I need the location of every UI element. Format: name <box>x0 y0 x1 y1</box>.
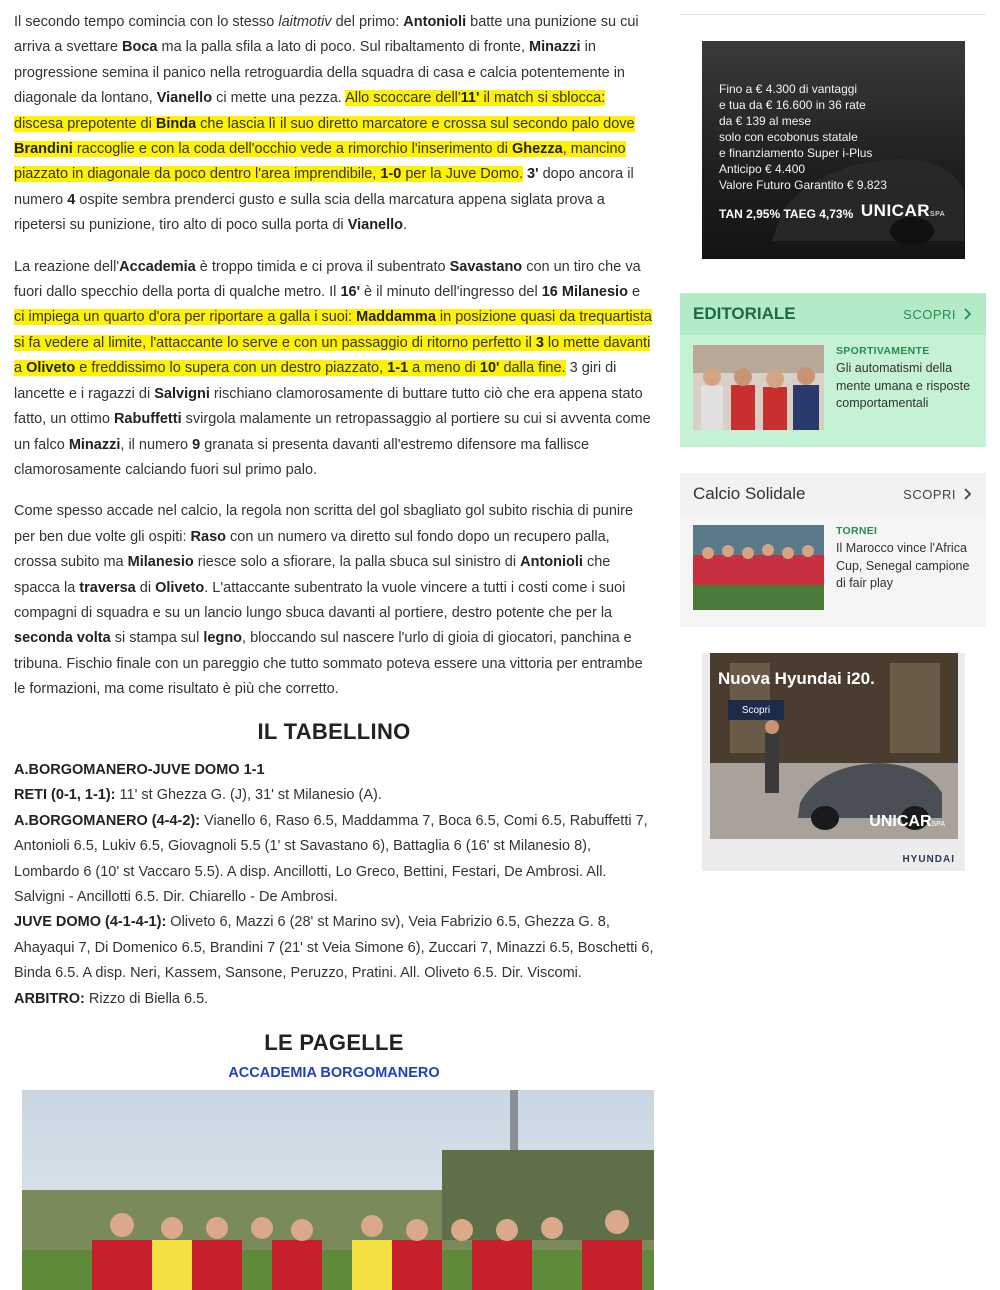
ad1-line: e tua da € 16.600 in 36 rate <box>719 98 866 112</box>
text-run: Oliveto <box>155 579 205 596</box>
text-run: per la Juve Domo. <box>401 166 523 183</box>
away-lineup: Oliveto 6, Mazzi 6 (28' st Marino sv), Veia Fabrizio 6.5, Ghezza G. 8, Ahayaqui 7, Di Domenico 6.5, Brandini 7 (21' st Veia Simone 6), Zuccari 7, Minazzi 6.5, Boschetti 6, Binda 6.5. A disp. Neri, Kassem, Sansone, Peruzzo, Pratini. All. Oliveto 6.5. Dir. Viscomi. <box>14 914 654 982</box>
ad1-offer-lines <box>719 81 887 193</box>
ad1-line: solo con ecobonus statale <box>719 130 858 144</box>
team-photo-image <box>22 1090 654 1290</box>
match-result: A.BORGOMANERO-JUVE DOMO 1-1 <box>14 761 265 778</box>
text-run: svirgola malamente un retropassaggio al portiere su cui si avventa come un falco <box>14 411 651 453</box>
article-paragraph-2 <box>14 255 654 484</box>
unicar-logo <box>861 201 945 221</box>
text-run: Brandini <box>14 141 73 158</box>
unicar-logo-text: UNICAR <box>860 201 930 220</box>
text-run: Salvigni <box>154 385 210 402</box>
text-run: in progressione semina il panico nella retroguardia della squadra di casa e calcia potentemente in diagonale da lontano, <box>14 39 625 107</box>
ad1-line: e finanziamento Super i-Plus <box>719 146 873 160</box>
text-run: Ghezza <box>511 141 563 158</box>
text-run: Rabuffetti <box>113 411 182 428</box>
editoriale-text <box>836 345 974 437</box>
ad1-line: Valore Futuro Garantito € 9.823 <box>719 178 887 192</box>
text-run: ci mette una pezza. <box>212 90 346 107</box>
text-run: Maddamma <box>356 309 436 326</box>
text-run: Minazzi <box>529 39 581 56</box>
calcio-solidale-text <box>836 525 974 617</box>
text-run: che lascia lì il suo diretto marcatore e crossa sul secondo palo dove <box>196 115 635 132</box>
text-run: dopo ancora il numero <box>14 166 634 208</box>
calcio-solidale-box <box>680 473 986 627</box>
chevron-right-icon <box>964 308 972 320</box>
text-run: batte una punizione su cui arriva a svettare <box>14 14 639 56</box>
text-run: legno <box>203 630 243 647</box>
text-run: Antonioli <box>403 14 467 30</box>
text-run: il match si sblocca: discesa prepotente di <box>14 90 606 132</box>
text-run: , mancino piazzato in diagonale da poco dentro l'area imprendibile, <box>14 141 626 183</box>
ad2-title: Nuova Hyundai i20. <box>718 669 875 688</box>
tabellino-title: IL TABELLINO <box>257 718 411 744</box>
text-run: Il secondo tempo comincia con lo stesso <box>14 14 279 30</box>
away-lineup-label: JUVE DOMO (4-1-4-1): <box>14 914 167 931</box>
calcio-solidale-article-card[interactable] <box>680 515 986 627</box>
text-run: traversa <box>79 579 136 596</box>
unicar-logo-suffix: SPA <box>931 821 945 828</box>
text-run: di <box>135 579 156 596</box>
text-run: 10' <box>479 360 500 377</box>
kids-watching-image <box>693 345 824 430</box>
text-run: Savastano <box>449 258 523 275</box>
text-run: raccoglie e con la coda dell'occhio vede a rimorchio l'inserimento di <box>72 141 512 158</box>
text-run: , bloccando sul nascere l'urlo di gioia di giocatori, panchina e tribuna. Fischio finale con un pareggio che tutto sommato poteva essere una vittoria per entrambe le formazioni, ma come risultato è più che corretto. <box>14 630 643 698</box>
calcio-solidale-category: TORNEI <box>836 525 878 537</box>
article-paragraph-3 <box>14 499 654 702</box>
reti-label: RETI (0-1, 1-1): <box>14 787 116 804</box>
text-run: 11' <box>460 90 480 107</box>
text-run: in posizione quasi da trequartista si fa vedere al limite, l'attaccante lo serve e con un passaggio di ritorno perfetto il <box>14 309 652 351</box>
text-run: si stampa sul <box>110 630 204 647</box>
text-run: Milanesio <box>127 554 194 571</box>
text-run: Vianello <box>347 217 404 234</box>
text-run: a meno di <box>408 360 480 377</box>
text-run: con un numero va diretto sul fondo dopo un recupero palla, crossa subito ma <box>14 528 610 571</box>
calcio-solidale-scopri-link[interactable] <box>903 487 972 502</box>
calcio-solidale-title: Calcio Solidale <box>693 484 806 503</box>
calcio-solidale-header <box>680 473 986 515</box>
text-run: Boca <box>122 39 158 56</box>
unicar-logo-suffix: SPA <box>930 211 945 218</box>
text-run: Accademia <box>119 258 196 275</box>
ad2-scopri-button[interactable]: Scopri <box>728 700 784 720</box>
text-run: 16' <box>340 284 361 301</box>
pagelle-title: LE PAGELLE <box>264 1030 404 1056</box>
text-run: ospite sembra prenderci gusto e sulla scia della marcatura appena siglata prova a ripetersi su punizione, tiro alto di poco sulla porta di <box>14 191 605 234</box>
text-run: 1-1 <box>387 360 409 377</box>
tabellino <box>14 758 654 1012</box>
article-body <box>14 10 654 1087</box>
unicar-logo <box>869 813 945 831</box>
text-run: Come spesso accade nel calcio, la regola non scritta del gol sbagliato gol subito rischia di punire per ben due volte gli ospiti: <box>14 503 634 545</box>
text-run: Vianello <box>156 90 213 107</box>
text-run: granata si presenta davanti all'estremo difensore ma fallisce clamorosamente calciando fuori sul primo palo. <box>14 436 590 478</box>
text-run: ci impiega un quarto d'ora per riportare a galla i suoi: <box>14 309 357 326</box>
article-paragraph-1 <box>14 10 654 239</box>
text-run: e <box>627 284 641 301</box>
text-run: che spacca la <box>14 554 611 596</box>
text-run: Binda <box>155 115 197 132</box>
ad-banner-hyundai-i20[interactable] <box>702 653 965 871</box>
team-photo <box>22 1090 654 1290</box>
text-run: 3' <box>527 166 539 183</box>
team-link-accademia[interactable]: ACCADEMIA BORGOMANERO <box>228 1065 440 1082</box>
chevron-right-icon <box>964 488 972 500</box>
text-run: 3 <box>535 334 544 351</box>
text-run: . L'attaccante subentrato la vuole vincere a tutti i costi come i suoi compagni di squadra e su un lancio lungo sbuca davanti al portiere, destro potente che per la <box>14 579 626 621</box>
scopri-label: SCOPRI <box>903 306 956 322</box>
text-run: , il numero <box>120 436 193 453</box>
editoriale-article-card[interactable] <box>680 335 986 447</box>
editoriale-header <box>680 293 986 335</box>
ad1-tan-taeg: TAN 2,95% TAEG 4,73% <box>719 207 854 221</box>
text-run: dalla fine. <box>499 360 566 377</box>
text-run: 4 <box>67 191 76 208</box>
ad1-line: da € 139 al mese <box>719 114 812 128</box>
text-run: Raso <box>190 528 226 545</box>
text-run: lo mette davanti a <box>14 334 651 377</box>
ad-banner-unicar-i20-offer[interactable] <box>702 41 965 259</box>
text-run: rischiano clamorosamente di buttare tutto ciò che era appena stato fatto, un ottimo <box>14 385 643 428</box>
text-run: è il minuto dell'ingresso del <box>360 284 542 301</box>
text-run: Minazzi <box>68 436 121 453</box>
text-run: . <box>403 217 408 234</box>
editoriale-headline[interactable]: Gli automatismi della mente umana e risposte comportamentali <box>836 361 971 410</box>
text-run: ma la palla sfila a lato di poco. Sul ribaltamento di fronte, <box>157 39 530 56</box>
text-run: Allo scoccare dell' <box>345 90 461 107</box>
unicar-logo-text: UNICAR <box>869 813 932 830</box>
home-lineup-label: A.BORGOMANERO (4-4-2): <box>14 812 201 829</box>
text-run: seconda volta <box>14 630 111 647</box>
ad1-line: Anticipo € 4.400 <box>719 162 806 176</box>
referee-label: ARBITRO: <box>14 990 85 1007</box>
sidebar-top-divider <box>680 14 986 15</box>
calcio-solidale-thumbnail <box>693 525 824 610</box>
calcio-solidale-headline[interactable]: Il Marocco vince l'Africa Cup, Senegal campione di fair play <box>836 541 970 590</box>
text-run: con un tiro che va fuori dallo specchio della porta di qualche metro. Il <box>14 258 641 301</box>
editoriale-scopri-link[interactable] <box>903 307 972 322</box>
text-run: del primo: <box>331 14 404 30</box>
text-run: La reazione dell' <box>14 258 120 275</box>
hyundai-logo: HYUNDAI <box>902 854 955 865</box>
text-run: Antonioli <box>520 554 583 571</box>
text-run: e freddissimo lo supera con un destro piazzato, <box>75 360 388 377</box>
scopri-label: SCOPRI <box>903 486 956 502</box>
reti-text: 11' st Ghezza G. (J), 31' st Milanesio (A). <box>115 787 382 804</box>
editoriale-title: EDITORIALE <box>693 304 796 323</box>
editoriale-box <box>680 293 986 447</box>
text-run: 1-0 <box>380 166 402 183</box>
editoriale-category: SPORTIVAMENTE <box>836 345 930 357</box>
text-run: 3 giri di lancette e i ragazzi di <box>14 360 617 402</box>
text-run: riesce solo a sfiorare, la palla sbuca sul sinistro di <box>193 554 521 571</box>
ad1-line: Fino a € 4.300 di vantaggi <box>719 82 858 96</box>
text-run: laitmotiv <box>278 14 332 30</box>
home-lineup: Vianello 6, Raso 6.5, Maddamma 7, Boca 6.5, Comi 6.5, Rabuffetti 7, Antonioli 6.5, Lukiv 6.5, Giovagnoli 5.5 (1' st Savastano 6), Battaglia 6 (16' st Milanesio 8), Lombardo 6 (10' st Vaccaro 5.5). A disp. Ancillotti, Lo Greco, Bettini, Festari, De Ambrosi. All. Salvigni - Ancillotti 6.5. Dir. Chiarello - De Ambrosi. <box>14 812 648 905</box>
text-run: Oliveto <box>26 360 76 377</box>
referee: Rizzo di Biella 6.5. <box>84 990 209 1007</box>
team-celebration-image <box>693 525 824 610</box>
text-run: 9 <box>192 436 201 453</box>
text-run: è troppo timida e ci prova il subentrato <box>195 258 450 275</box>
text-run: 16 Milanesio <box>541 284 628 301</box>
editoriale-thumbnail <box>693 345 824 430</box>
